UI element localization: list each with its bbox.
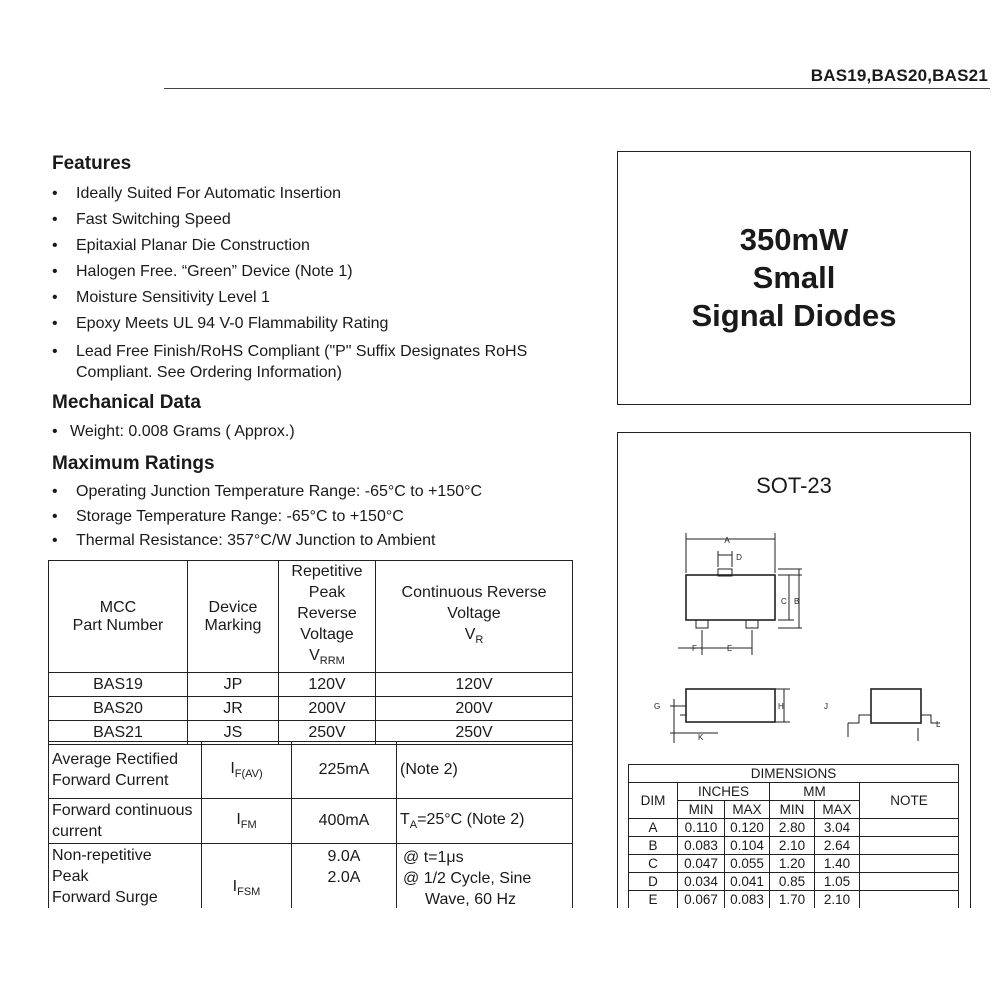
- rating-item: • Operating Junction Temperature Range: -65°C to +150°C: [52, 483, 483, 500]
- package-drawing: [618, 433, 970, 763]
- dim-cell: E: [629, 891, 678, 909]
- feature-item: • Moisture Sensitivity Level 1: [52, 289, 270, 306]
- dim-cell: 1.20: [770, 855, 815, 873]
- dim-cell: 2.80: [770, 819, 815, 837]
- mechanical-item: • Weight: 0.008 Grams ( Approx.): [52, 423, 295, 440]
- cell-vrrm: 250V: [279, 721, 376, 745]
- dim-cell: [860, 891, 959, 909]
- title-signal-diodes: Signal Diodes: [691, 298, 897, 333]
- max-header: MAX: [725, 801, 770, 819]
- cell-vr: 200V: [376, 697, 573, 721]
- title-small: Small: [752, 260, 836, 295]
- dim-cell: D: [629, 873, 678, 891]
- header-part-number: MCC Part Number: [49, 561, 188, 673]
- table-row: [49, 742, 573, 799]
- dim-cell: 0.104: [725, 837, 770, 855]
- dim-label-j: J: [824, 702, 828, 711]
- dim-cell: 2.64: [815, 837, 860, 855]
- note-header: NOTE: [860, 783, 959, 819]
- condition-cell: (Note 2): [397, 742, 573, 799]
- dim-cell: B: [629, 837, 678, 855]
- symbol-cell: $I_{F(AV)}$: [202, 742, 292, 799]
- table-row: [629, 873, 959, 891]
- dim-label-h: H: [778, 702, 784, 711]
- cell-part: BAS21: [49, 721, 188, 745]
- document-title: BAS19,BAS20,BAS21: [810, 66, 988, 85]
- dim-cell: [860, 873, 959, 891]
- table-row: [49, 697, 573, 721]
- min-header: MIN: [770, 801, 815, 819]
- dim-cell: C: [629, 855, 678, 873]
- table-row: [49, 799, 573, 844]
- table-row: [49, 673, 573, 697]
- dim-cell: 0.055: [725, 855, 770, 873]
- cell-vr: 120V: [376, 673, 573, 697]
- cell-marking: JR: [188, 697, 279, 721]
- dim-cell: 1.40: [815, 855, 860, 873]
- table-row: [629, 837, 959, 855]
- cell-marking: JS: [188, 721, 279, 745]
- symbol-cell: $I_{FSM}$: [202, 844, 292, 934]
- dim-cell: A: [629, 819, 678, 837]
- dim-header: DIM: [629, 783, 678, 819]
- min-header: MIN: [678, 801, 725, 819]
- dim-cell: 0.083: [678, 837, 725, 855]
- dim-label-f: F: [692, 644, 697, 653]
- table-row: [629, 819, 959, 837]
- dim-label-a: A: [724, 536, 730, 545]
- cell-vrrm: 120V: [279, 673, 376, 697]
- page-crop-edge: [0, 908, 1000, 1000]
- feature-item-continued: Compliant. See Ordering Information): [76, 364, 342, 381]
- feature-item: • Fast Switching Speed: [52, 211, 231, 228]
- cell-vr: 250V: [376, 721, 573, 745]
- header-vr: Continuous Reverse Voltage $V_R$: [376, 561, 573, 673]
- param-cell: Non-repetitive Peak Forward Surge: [49, 844, 202, 934]
- param-cell: Forward continuous current: [49, 799, 202, 844]
- cell-part: BAS20: [49, 697, 188, 721]
- dim-cell: 0.083: [725, 891, 770, 909]
- rating-item: • Storage Temperature Range: -65°C to +150°C: [52, 508, 404, 525]
- condition-cell: $T_A=25^\circ C$ (Note 2): [397, 799, 573, 844]
- value-cell: 400mA: [292, 799, 397, 844]
- dim-cell: 0.110: [678, 819, 725, 837]
- max-header: MAX: [815, 801, 860, 819]
- cell-part: BAS19: [49, 673, 188, 697]
- header-rule: [164, 88, 990, 89]
- value-cell: 225mA: [292, 742, 397, 799]
- feature-item: • Ideally Suited For Automatic Insertion: [52, 185, 342, 202]
- dim-label-c: C: [781, 597, 787, 606]
- dim-cell: 1.05: [815, 873, 860, 891]
- dim-cell: 0.85: [770, 873, 815, 891]
- symbol-cell: $I_{FM}$: [202, 799, 292, 844]
- max-ratings-heading: Maximum Ratings: [52, 453, 215, 474]
- mechanical-heading: Mechanical Data: [52, 392, 201, 413]
- dim-cell: 3.04: [815, 819, 860, 837]
- dim-cell: 0.034: [678, 873, 725, 891]
- header-vrrm: Repetitive Peak Reverse Voltage $V_{RRM}$: [279, 561, 376, 673]
- feature-item: • Lead Free Finish/RoHS Compliant ("P" Suffix Designates RoHS: [52, 343, 528, 360]
- dimensions-table: [628, 764, 959, 909]
- dim-cell: 0.047: [678, 855, 725, 873]
- dim-cell: 1.70: [770, 891, 815, 909]
- cell-marking: JP: [188, 673, 279, 697]
- header-device-marking: Device Marking: [188, 561, 279, 673]
- dim-label-b: B: [794, 597, 800, 606]
- package-name: SOT-23: [756, 473, 832, 498]
- param-cell: Average Rectified Forward Current: [49, 742, 202, 799]
- table-row: [629, 855, 959, 873]
- feature-item: • Epitaxial Planar Die Construction: [52, 237, 310, 254]
- table-row: [629, 891, 959, 909]
- dim-cell: 2.10: [770, 837, 815, 855]
- dim-cell: 0.067: [678, 891, 725, 909]
- dim-cell: [860, 837, 959, 855]
- title-power: 350mW: [739, 222, 849, 257]
- features-heading: Features: [52, 153, 132, 174]
- cell-vrrm: 200V: [279, 697, 376, 721]
- dim-cell: [860, 819, 959, 837]
- dim-label-g: G: [654, 702, 661, 711]
- inches-header: INCHES: [678, 783, 770, 801]
- rating-item: • Thermal Resistance: 357°C/W Junction to Ambient: [52, 532, 436, 549]
- value-cell: 9.0A 2.0A: [292, 844, 397, 934]
- mm-header: MM: [770, 783, 860, 801]
- dim-cell: 2.10: [815, 891, 860, 909]
- dim-cell: 0.041: [725, 873, 770, 891]
- part-table: [48, 560, 573, 745]
- condition-cell: @ t=1μs @ 1/2 Cycle, Sine Wave, 60 Hz: [397, 844, 573, 934]
- ratings-table: [48, 741, 573, 934]
- dim-label-k: K: [698, 733, 704, 742]
- dim-cell: [860, 855, 959, 873]
- dimensions-title: DIMENSIONS: [629, 765, 959, 783]
- feature-item: • Halogen Free. “Green” Device (Note 1): [52, 263, 353, 280]
- feature-item: • Epoxy Meets UL 94 V-0 Flammability Rating: [52, 315, 389, 332]
- dim-label-e: E: [727, 644, 733, 653]
- dim-label-d: D: [736, 553, 742, 562]
- dim-label-l: L: [936, 720, 941, 729]
- title-box: [617, 151, 971, 405]
- dim-cell: 0.120: [725, 819, 770, 837]
